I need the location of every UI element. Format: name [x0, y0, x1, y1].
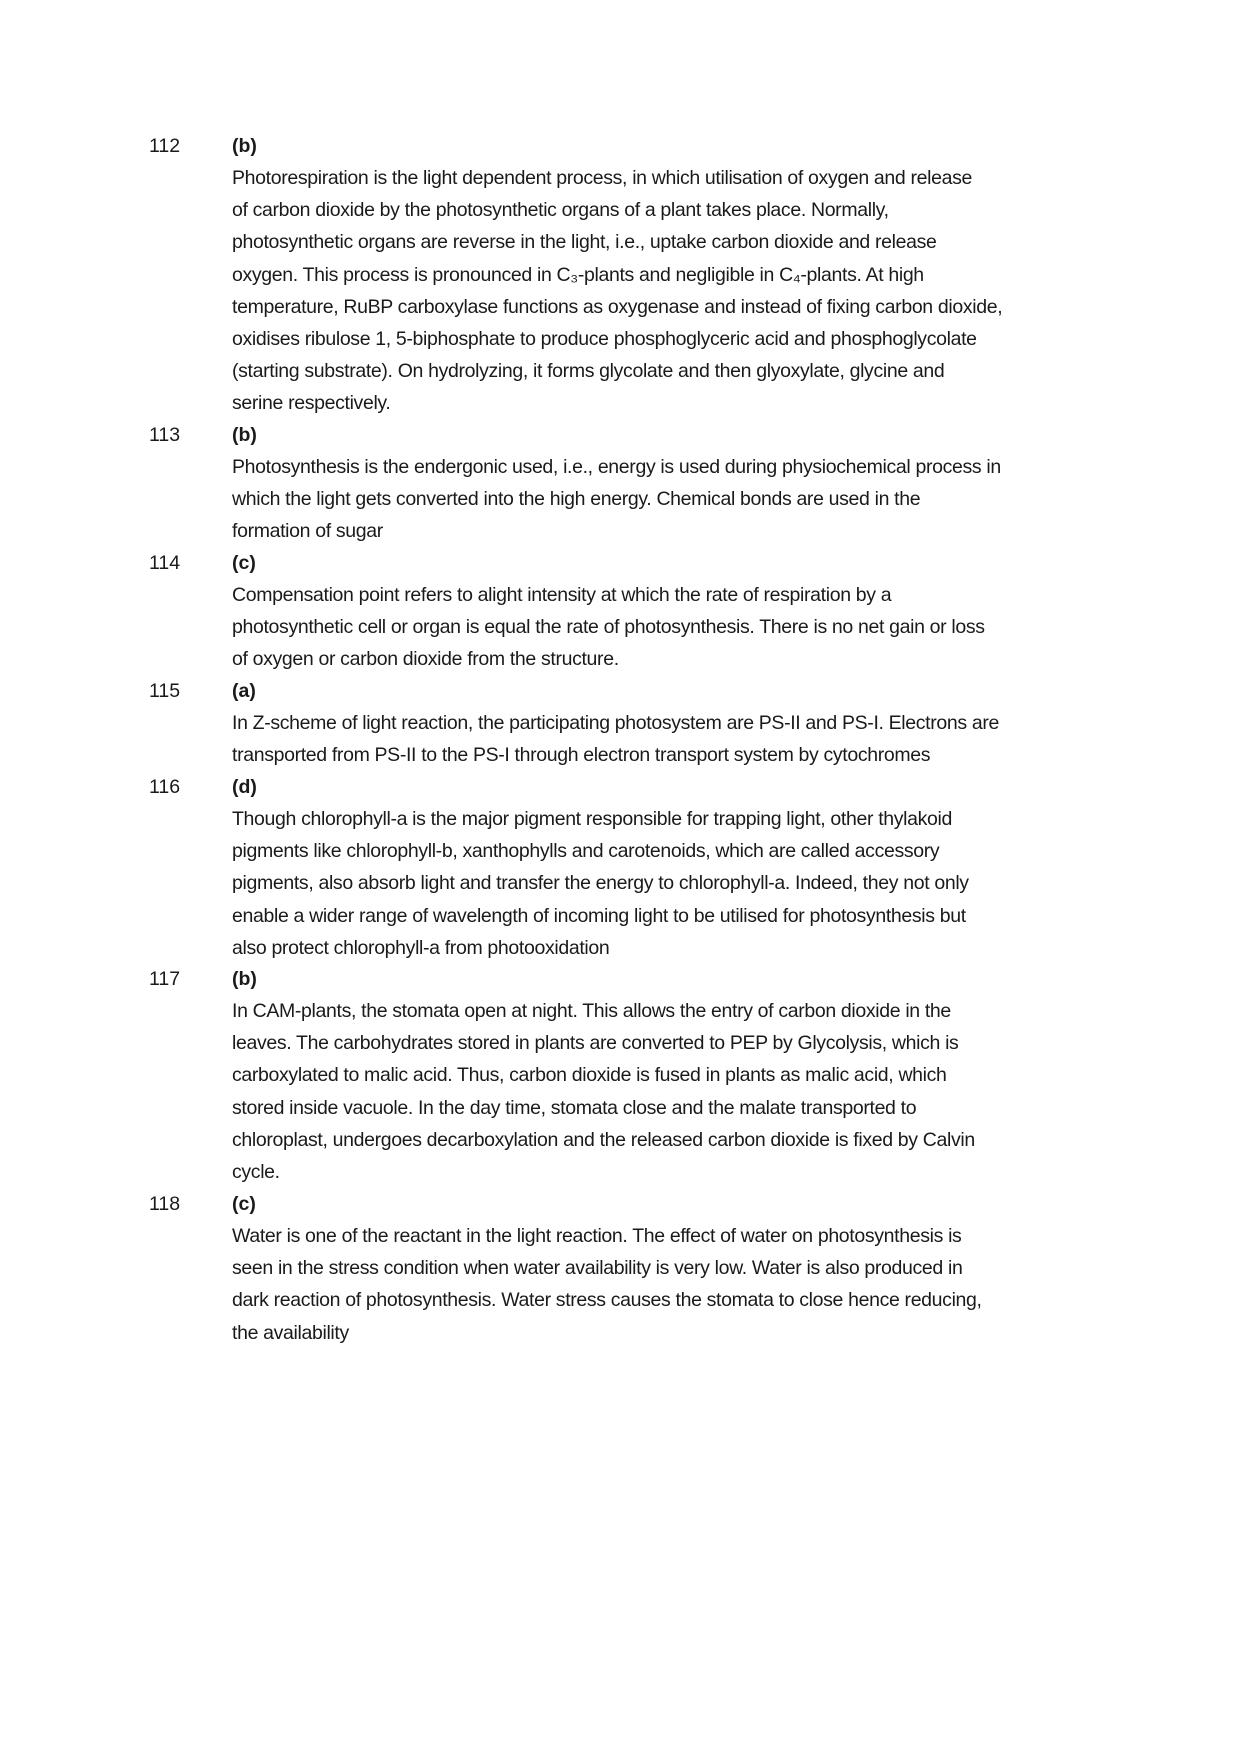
question-number: 115: [149, 680, 181, 702]
answer-option: (c): [232, 552, 256, 574]
explanation-line: of oxygen or carbon dioxide from the structure.: [232, 648, 619, 671]
explanation-line: serine respectively.: [232, 392, 391, 415]
explanation-line: stored inside vacuole. In the day time, stomata close and the malate transported to: [232, 1096, 917, 1119]
explanation-line: cycle.: [232, 1161, 280, 1184]
explanation-line: Water is one of the reactant in the light reaction. The effect of water on photosynthesis is: [232, 1225, 962, 1247]
explanation-line: photosynthetic cell or organ is equal the rate of photosynthesis. There is no net gain or loss: [232, 616, 985, 639]
explanation-line: photosynthetic organs are reverse in the light, i.e., uptake carbon dioxide and release: [232, 231, 937, 254]
explanation-line: of carbon dioxide by the photosynthetic organs of a plant takes place. Normally,: [232, 199, 889, 222]
question-number: 118: [149, 1193, 181, 1215]
explanation-line: pigments like chlorophyll-b, xanthophylls and carotenoids, which are called accessory: [232, 840, 940, 863]
explanation-line: In CAM-plants, the stomata open at night. This allows the entry of carbon dioxide in the: [232, 1000, 951, 1022]
explanation-line: chloroplast, undergoes decarboxylation and the released carbon dioxide is fixed by Calvin: [232, 1128, 975, 1151]
explanation-line: In Z-scheme of light reaction, the participating photosystem are PS-II and PS-I. Electrons are: [232, 712, 999, 734]
question-number: 112: [149, 135, 181, 157]
explanation-line: seen in the stress condition when water availability is very low. Water is also produced in: [232, 1257, 963, 1280]
explanation-line: oxidises ribulose 1, 5-biphosphate to produce phosphoglyceric acid and phosphoglycolate: [232, 328, 977, 351]
explanation: [232, 162, 1092, 420]
explanation: [232, 579, 1092, 676]
answer-option: (b): [232, 424, 257, 446]
explanation-line: the availability: [232, 1321, 349, 1344]
answer-option: (a): [232, 680, 256, 702]
explanation-line: Compensation point refers to alight intensity at which the rate of respiration by a: [232, 584, 892, 606]
explanation-line: (starting substrate). On hydrolyzing, it forms glycolate and then glyoxylate, glycine and: [232, 360, 945, 383]
explanation-line: dark reaction of photosynthesis. Water stress causes the stomata to close hence reducing,: [232, 1289, 982, 1312]
answer-option: (c): [232, 1193, 256, 1215]
explanation-line: formation of sugar: [232, 520, 383, 543]
explanation: [232, 995, 1092, 1188]
explanation-line: transported from PS-II to the PS-I through electron transport system by cytochromes: [232, 744, 931, 767]
explanation-line: Though chlorophyll-a is the major pigment responsible for trapping light, other thylakoid: [232, 808, 953, 830]
explanation: [232, 1220, 1092, 1349]
explanation: [232, 451, 1092, 548]
explanation-line: carboxylated to malic acid. Thus, carbon dioxide is fused in plants as malic acid, which: [232, 1064, 947, 1087]
explanation-line: pigments, also absorb light and transfer the energy to chlorophyll-a. Indeed, they not only: [232, 872, 969, 895]
answer-option: (d): [232, 776, 257, 798]
question-number: 116: [149, 776, 181, 798]
explanation-line: also protect chlorophyll-a from photooxidation: [232, 936, 610, 959]
explanation-line: leaves. The carbohydrates stored in plants are converted to PEP by Glycolysis, which is: [232, 1032, 959, 1055]
explanation: [232, 707, 1092, 771]
question-number: 114: [149, 552, 181, 574]
explanation-line: Photorespiration is the light dependent process, in which utilisation of oxygen and release: [232, 167, 972, 189]
answer-option: (b): [232, 968, 257, 990]
answer-option: (b): [232, 135, 257, 157]
explanation-line: Photosynthesis is the endergonic used, i.e., energy is used during physiochemical process in: [232, 456, 1001, 478]
explanation-line: temperature, RuBP carboxylase functions as oxygenase and instead of fixing carbon dioxide,: [232, 295, 1003, 318]
question-number: 117: [149, 968, 181, 990]
explanation-line: which the light gets converted into the high energy. Chemical bonds are used in the: [232, 488, 921, 511]
explanation-line: enable a wider range of wavelength of incoming light to be utilised for photosynthesis but: [232, 904, 966, 927]
explanation-line: oxygen. This process is pronounced in C₃-plants and negligible in C₄-plants. At high: [232, 263, 924, 286]
question-number: 113: [149, 424, 181, 446]
explanation: [232, 803, 1092, 964]
